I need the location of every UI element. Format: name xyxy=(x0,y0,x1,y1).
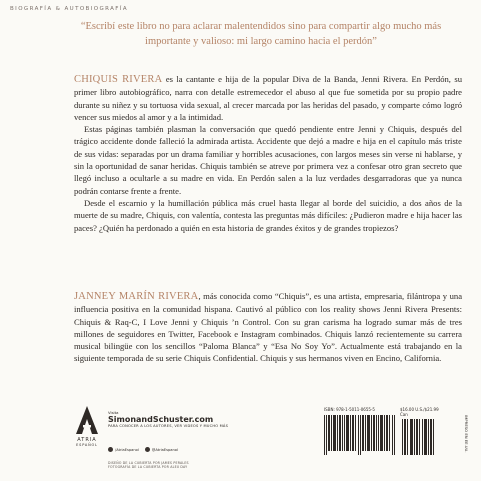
paragraph-1-text: es la cantante e hija de la popular Diva de la Banda, Jenni Rivera. En Perdón, su primer libro autobiográfico, narra con detalle estremecedor el abuso al que fue sometida por su propio padre durante su niñez y su tortuosa vida sexual, al crecer marcada por las heridas del pasado, y comparte cómo logró vencer sus miedos al amor y a la intimidad. xyxy=(74,74,463,122)
social-links xyxy=(108,447,178,452)
twitter-icon xyxy=(145,447,150,452)
website-tagline: PARA CONOCER A LOS AUTORES, VER VIDEOS Y MUCHO MÁS xyxy=(108,424,229,429)
price-barcode xyxy=(402,415,436,455)
twitter-link[interactable] xyxy=(145,447,178,452)
facebook-link[interactable] xyxy=(108,447,139,452)
publisher-website-block xyxy=(108,411,228,429)
publisher-name: ATRIA xyxy=(77,437,97,443)
subject-name: CHIQUIS RIVERA xyxy=(74,74,163,85)
publisher-subname: ESPAÑOL xyxy=(76,443,98,447)
twitter-handle: @AtriaEspanol xyxy=(151,447,178,452)
cover-design-credit: DISEÑO DE LA CUBIERTA POR JAMES PERALES xyxy=(108,461,189,465)
book-category: BIOGRAFÍA & AUTOBIOGRAFÍA xyxy=(10,6,129,12)
isbn-barcode xyxy=(324,415,396,455)
author-bio xyxy=(74,290,462,365)
publisher-logo xyxy=(74,405,100,449)
price: $16.00 U.S./$21.99 Can xyxy=(400,407,439,417)
facebook-handle: /AtriaEspanol xyxy=(115,447,139,452)
author-bio-paragraph xyxy=(74,290,462,365)
facebook-icon xyxy=(108,447,113,452)
publisher-website[interactable]: SimonandSchuster.com xyxy=(108,415,214,425)
atria-a-icon xyxy=(75,405,99,435)
author-name: JANNEY MARÍN RIVERA xyxy=(74,291,199,302)
description-paragraph-1 xyxy=(74,73,462,123)
pull-quote: “Escribí este libro no para aclarar malentendidos sino para compartir algo mucho más importante y valioso: mi largo camino hacia el perdón” xyxy=(80,21,442,47)
barcode-area xyxy=(322,407,442,467)
cover-photo-credit: FOTOGRAFÍA DE LA CUBIERTA POR ALEX DAY xyxy=(108,465,188,469)
book-description xyxy=(74,73,462,234)
cover-footer xyxy=(74,405,471,475)
visit-prefix: Visita xyxy=(108,410,119,415)
description-paragraph-3: Desde el escarnio y la humillación pública más cruel hasta llegar al borde del suicidio, a dos años de la muerte de su madre, Chiquis, con valentía, contesta las preguntas más difíciles: ¿Pudieron madre e hija hacer las paces? ¿Quién ha perdonado a quién en esta historia de grandes éxitos y de grandes tropiezos? xyxy=(74,197,462,233)
author-bio-text: , más conocida como “Chiquis”, es una artista, empresaria, filántropa y una influencia positiva en la comunidad hispana. Cautivó al público con los reality shows Jenni Rivera Presents: Chiquis & Raq-C, I Love Jenni y Chiquis ’n Control. Con su gran carisma ha logrado sumar más de tres millones de seguidores en Twitter, Facebook e Instagram combinados. Chiquis lanzó recientemente su carrera musical bilingüe con los sencillos “Paloma Blanca” y “Esa No Soy Yo”. Actualmente está trabajando en la siguiente temporada de su serie Chiquis Confidential. Chiquis y sus hermanos viven en Encino, California. xyxy=(74,291,463,364)
cover-credits xyxy=(108,461,189,469)
printed-in-label: IMPRESO EN EE.UU. xyxy=(464,415,469,453)
description-paragraph-2: Estas páginas también plasman la conversación que quedó pendiente entre Jenni y Chiquis, después del trágico accidente donde falleció la admirada artista. Accidente que dejó a madre e hija en el capítulo más triste de sus vidas: separadas por un drama familiar y horribles acusaciones, con largos meses sin verse ni hablarse, y sin la oportunidad de sanar heridas. Chiquis también se atreve por primera vez a confesar otro gran secreto que llegó incluso a ocultarle a su madre en vida. En Perdón salen a la luz verdades desgarradoras que ya nunca podrán contarse frente a frente. xyxy=(74,124,462,196)
isbn: ISBN: 978-1-5011-0655-5 xyxy=(324,407,375,412)
